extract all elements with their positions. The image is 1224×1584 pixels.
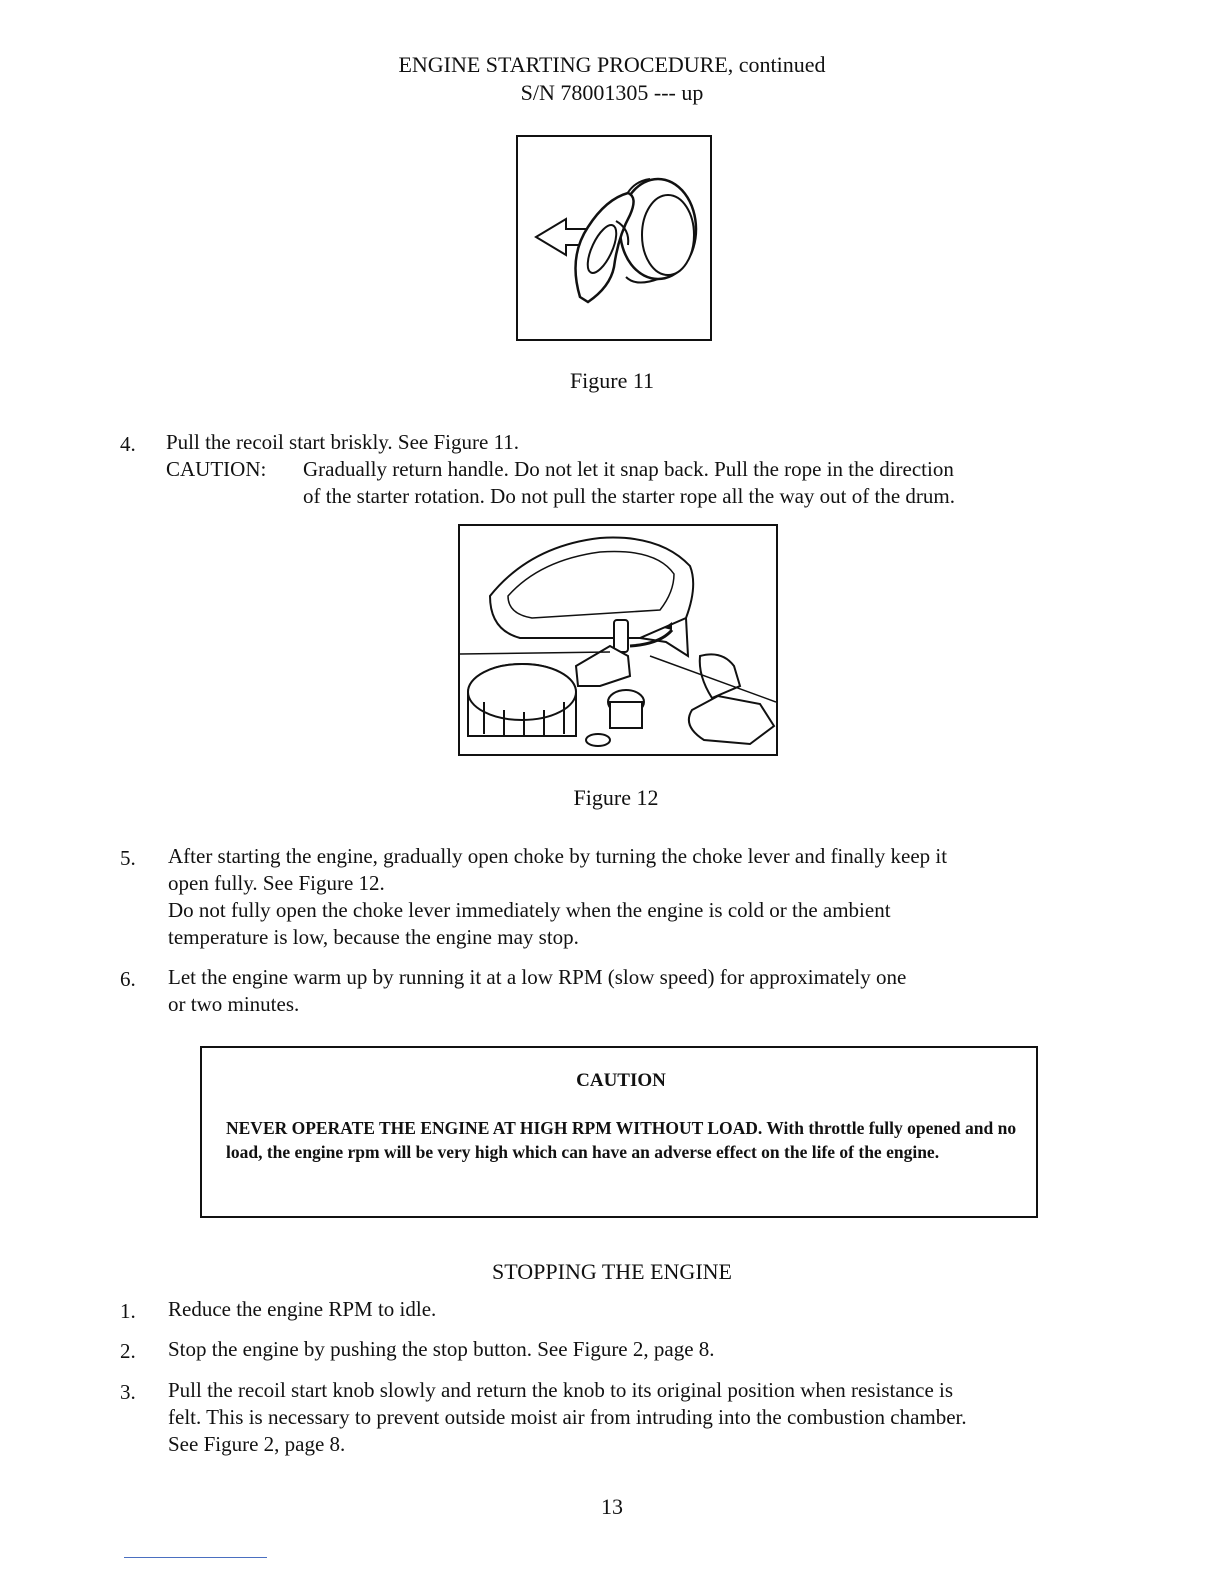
stop-step-2-number: 2. [120,1339,136,1363]
stop-step-2-text: Stop the engine by pushing the stop button. See Figure 2, page 8. [168,1337,715,1361]
step-6-line-2: or two minutes. [168,992,300,1016]
serial-number: S/N 78001305 --- up [520,80,704,105]
step-5-line-1: After starting the engine, gradually open choke by turning the choke lever and finally keep it [168,844,948,868]
caution-text: NEVER OPERATE THE ENGINE AT HIGH RPM WITHOUT LOAD. With throttle fully opened and no load, the engine rpm will be very high which can have an adverse effect on the life of the engine. [226,1118,1017,1162]
figure-11-frame [516,135,712,341]
step-5-line-4: temperature is low, because the engine may stop. [168,925,579,949]
caution-box [200,1046,1038,1218]
stop-step-3-line-1: Pull the recoil start knob slowly and return the knob to its original position when resistance is [168,1378,954,1402]
stop-step-3-line-3: See Figure 2, page 8. [168,1432,346,1456]
figure-11-caption: Figure 11 [569,368,655,393]
step-5-number: 5. [120,846,136,870]
step-5-line-3: Do not fully open the choke lever immediately when the engine is cold or the ambient [168,898,891,922]
step-6-line-1: Let the engine warm up by running it at a low RPM (slow speed) for approximately one [168,965,907,989]
caution-title: CAUTION [576,1070,666,1091]
recoil-starter-pull-icon [518,137,710,339]
step-4-caution-line-1: Gradually return handle. Do not let it snap back. Pull the rope in the direction [303,457,954,481]
page-title: ENGINE STARTING PROCEDURE, continued [398,52,826,77]
stop-step-3-line-2: felt. This is necessary to prevent outside moist air from intruding into the combustion chamber. [168,1405,967,1429]
step-4-caution-label: CAUTION: [166,457,267,481]
stop-step-3-number: 3. [120,1380,136,1404]
stopping-heading: STOPPING THE ENGINE [492,1259,732,1284]
step-4-number: 4. [120,432,136,456]
step-4-caution-line-2: of the starter rotation. Do not pull the starter rope all the way out of the drum. [303,484,955,508]
figure-12-frame [458,524,778,756]
page-number: 13 [601,1494,623,1519]
step-5-line-2: open fully. See Figure 12. [168,871,385,895]
bottom-rule [124,1557,267,1558]
stop-step-1-text: Reduce the engine RPM to idle. [168,1297,437,1321]
step-4-text: Pull the recoil start briskly. See Figure 11. [166,430,520,454]
step-6-number: 6. [120,967,136,991]
figure-12-caption: Figure 12 [573,785,659,810]
choke-lever-engine-icon [460,526,776,754]
stop-step-1-number: 1. [120,1299,136,1323]
